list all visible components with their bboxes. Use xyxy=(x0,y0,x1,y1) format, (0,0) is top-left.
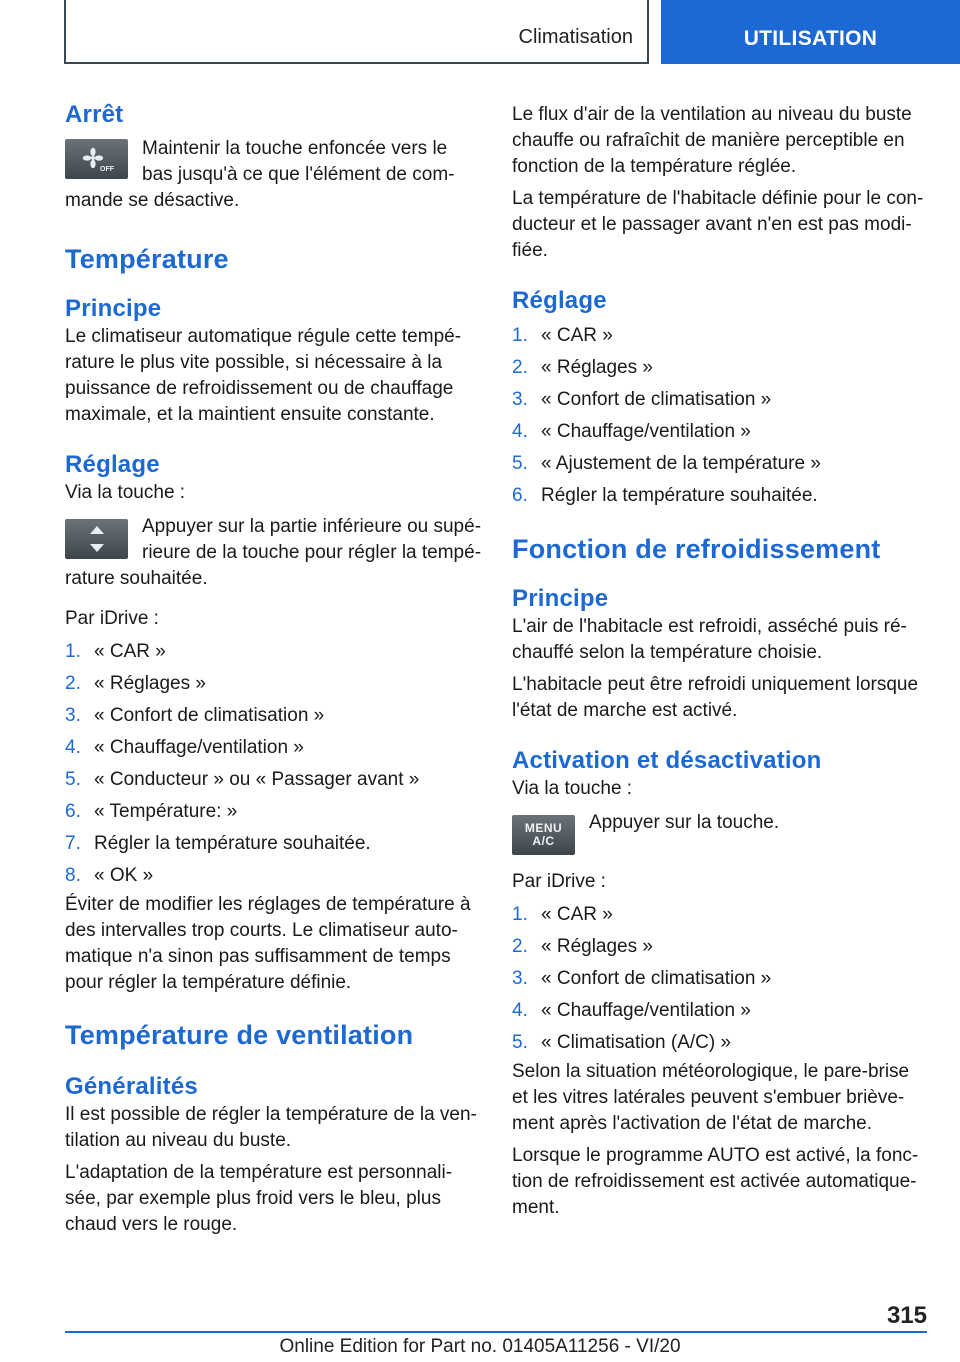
step-number: 4. xyxy=(512,421,528,442)
step-item xyxy=(512,384,930,416)
step-number: 2. xyxy=(512,936,528,957)
step-item xyxy=(65,828,483,860)
temperature-via-touche: Via la touche : xyxy=(65,482,186,503)
refroid-principe-text2: L'habitacle peut être refroidi uniquement lorsque l'état de marche est activé. xyxy=(512,674,919,721)
activation-via-touche: Via la touche : xyxy=(512,778,633,799)
step-number: 5. xyxy=(65,769,81,790)
step-text: « Réglages » xyxy=(94,673,206,694)
step-number: 7. xyxy=(65,833,81,854)
step-item xyxy=(512,480,930,512)
right-text1: Le flux d'air de la ventilation au niveau du buste chauffe ou rafraîchit de manière perceptible en fonction de la température réglée. xyxy=(512,104,912,177)
step-number: 6. xyxy=(512,485,528,506)
refroid-text4: Lorsque le programme AUTO est activé, la fonc-tion de refroidissement est activée automatique-ment. xyxy=(512,1145,919,1218)
step-number: 3. xyxy=(65,705,81,726)
temperature-heading: Température xyxy=(65,244,229,274)
step-item xyxy=(512,416,930,448)
page-header xyxy=(0,0,960,66)
activation-key-text: Appuyer sur la touche. xyxy=(589,812,780,833)
step-text: « Confort de climatisation » xyxy=(541,389,772,410)
arret-key-block xyxy=(65,134,483,214)
step-text: « Conducteur » ou « Passager avant » xyxy=(94,769,420,790)
section-title: Climatisation xyxy=(518,26,633,48)
step-text: « Chauffage/ventilation » xyxy=(541,1000,751,1021)
step-text: « Confort de climatisation » xyxy=(94,705,325,726)
refroid-text3: Selon la situation météorologique, le pare-brise et les vitres latérales peuvent s'embuer briève-ment après l'activation de l'état de marche. xyxy=(512,1061,910,1134)
step-number: 4. xyxy=(512,1000,528,1021)
step-text: « CAR » xyxy=(541,904,613,925)
step-item xyxy=(512,995,930,1027)
step-item xyxy=(512,1027,930,1059)
step-text: « Réglages » xyxy=(541,936,653,957)
step-text: « Confort de climatisation » xyxy=(541,968,772,989)
temperature-principe-heading: Principe xyxy=(65,295,162,322)
step-number: 1. xyxy=(512,904,528,925)
step-text: « Température: » xyxy=(94,801,238,822)
step-item xyxy=(65,668,483,700)
step-item xyxy=(512,931,930,963)
temperature-note: Éviter de modifier les réglages de température à des intervalles trop courts. Le climatiseur auto-matique n'a sinon pas suffisamment de temps pour régler la température définie. xyxy=(65,894,471,993)
right-text2: La température de l'habitacle définie pour le con-ducteur et le passager avant n'en est pas modi-fiée. xyxy=(512,188,924,261)
temperature-par-idrive: Par iDrive : xyxy=(65,608,159,629)
up-down-arrow-key-icon xyxy=(65,519,128,559)
right-column xyxy=(512,100,930,1221)
menu-ac-key-line1: MENU xyxy=(524,821,563,835)
step-item xyxy=(65,796,483,828)
step-item xyxy=(512,963,930,995)
step-number: 4. xyxy=(65,737,81,758)
activation-par-idrive: Par iDrive : xyxy=(512,871,606,892)
step-text: « Climatisation (A/C) » xyxy=(541,1032,732,1053)
step-item xyxy=(65,764,483,796)
step-item xyxy=(512,448,930,480)
step-number: 3. xyxy=(512,968,528,989)
step-text: « Chauffage/ventilation » xyxy=(94,737,304,758)
refroid-principe-heading: Principe xyxy=(512,585,609,612)
chapter-title: UTILISATION xyxy=(743,27,878,50)
step-number: 2. xyxy=(512,357,528,378)
arret-heading: Arrêt xyxy=(65,101,124,128)
step-text: « OK » xyxy=(94,865,154,886)
section-tab xyxy=(64,0,649,64)
step-item xyxy=(65,700,483,732)
chapter-tab xyxy=(661,0,960,64)
footer-edition: Online Edition for Part no. 01405A11256 - VI/20 xyxy=(279,1336,681,1357)
step-text: « Réglages » xyxy=(541,357,653,378)
ventilation-text2: L'adaptation de la température est personnali-sée, par exemple plus froid vers le bleu, plus chaud vers le rouge. xyxy=(65,1162,453,1235)
arret-text: Maintenir la touche enfoncée vers le bas jusqu'à ce que l'élément de com-mande se désactive. xyxy=(65,138,455,211)
step-number: 2. xyxy=(65,673,81,694)
ventilation-heading: Température de ventilation xyxy=(65,1020,414,1050)
step-item xyxy=(512,320,930,352)
temperature-reglage-heading: Réglage xyxy=(65,451,160,478)
activation-heading: Activation et désactivation xyxy=(512,747,822,774)
menu-ac-key-line2: A/C xyxy=(532,834,555,848)
step-number: 6. xyxy=(65,801,81,822)
page-number: 315 xyxy=(886,1302,927,1329)
left-column xyxy=(65,100,483,1238)
step-text: Régler la température souhaitée. xyxy=(94,833,371,854)
footer-divider xyxy=(65,1331,927,1333)
step-item xyxy=(65,636,483,668)
menu-ac-key-icon xyxy=(512,815,575,855)
temperature-idrive-steps xyxy=(65,636,483,892)
temperature-principe-text: Le climatiseur automatique régule cette tempé-rature le plus vite possible, si nécessaire à la puissance de refroidissement ou de chauffage maximale, et la maintient ensuite constante. xyxy=(65,326,462,425)
step-number: 3. xyxy=(512,389,528,410)
step-item xyxy=(65,732,483,764)
fan-off-key-icon xyxy=(65,139,128,179)
step-text: « Chauffage/ventilation » xyxy=(541,421,751,442)
step-number: 5. xyxy=(512,1032,528,1053)
step-text: « Ajustement de la température » xyxy=(541,453,821,474)
step-text: « CAR » xyxy=(541,325,613,346)
right-reglage-heading: Réglage xyxy=(512,287,607,314)
step-text: Régler la température souhaitée. xyxy=(541,485,818,506)
step-number: 8. xyxy=(65,865,81,886)
activation-key-block xyxy=(512,810,930,859)
temperature-key-text: Appuyer sur la partie inférieure ou supé-rieure de la touche pour régler la tempé-rature souhaitée. xyxy=(65,516,482,589)
ventilation-generalites-heading: Généralités xyxy=(65,1073,198,1100)
activation-idrive-steps xyxy=(512,899,930,1059)
refroid-principe-text1: L'air de l'habitacle est refroidi, asséché puis ré-chauffé selon la température choisie. xyxy=(512,616,907,663)
step-text: « CAR » xyxy=(94,641,166,662)
temperature-key-block xyxy=(65,514,483,592)
step-number: 1. xyxy=(65,641,81,662)
refroid-heading: Fonction de refroidissement xyxy=(512,534,881,564)
step-item xyxy=(65,860,483,892)
step-number: 1. xyxy=(512,325,528,346)
step-number: 5. xyxy=(512,453,528,474)
ventilation-text1: Il est possible de régler la température de la ven-tilation au niveau du buste. xyxy=(65,1104,477,1151)
step-item xyxy=(512,899,930,931)
right-reglage-steps xyxy=(512,320,930,512)
svg-text:OFF: OFF xyxy=(99,166,114,173)
step-item xyxy=(512,352,930,384)
